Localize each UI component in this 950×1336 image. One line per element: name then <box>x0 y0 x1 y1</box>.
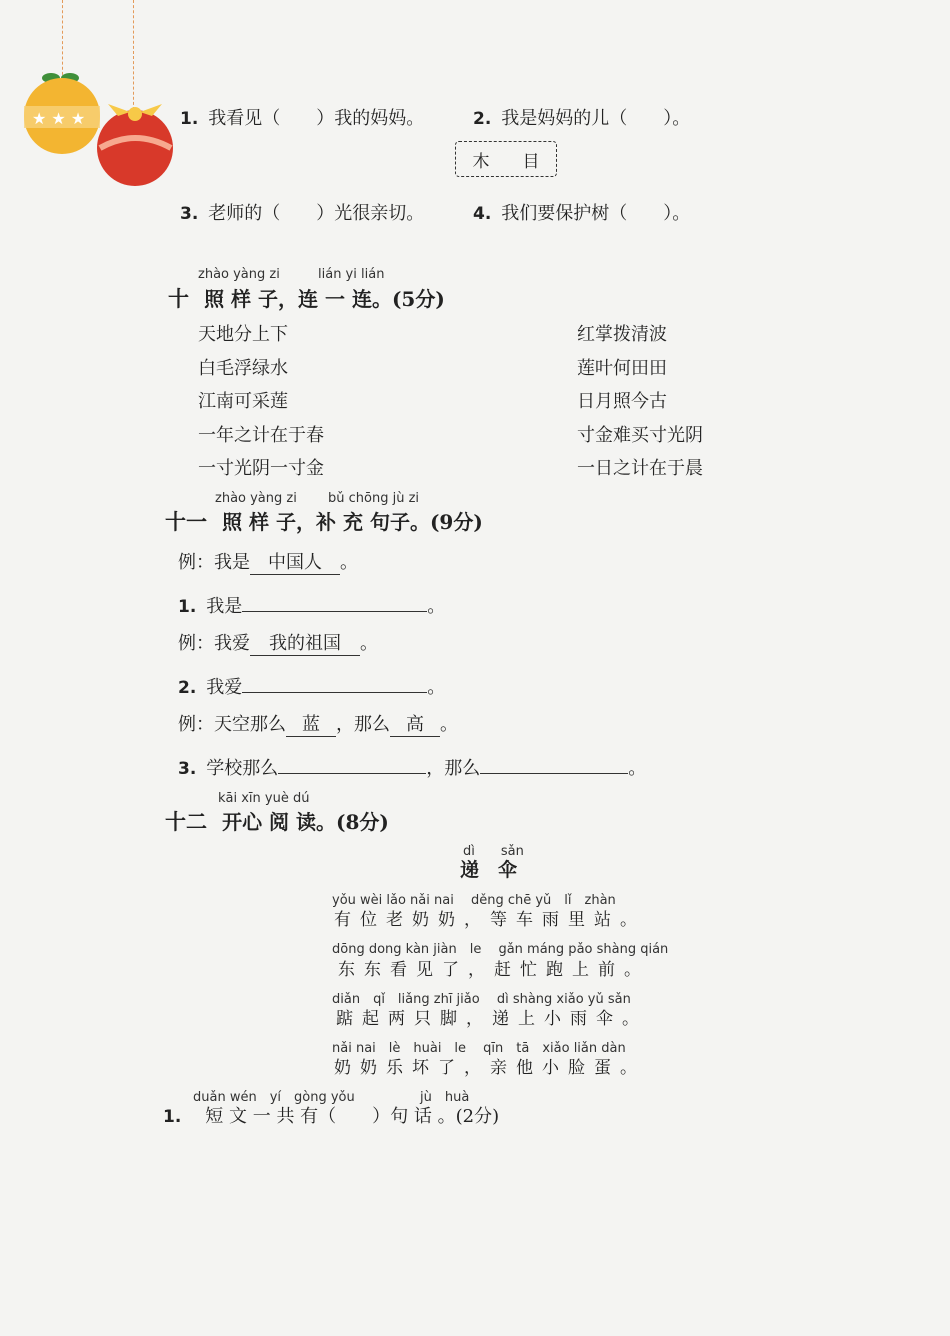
section-title: 照 样 子，补 充 句子。(9分) <box>222 510 483 534</box>
question-prefix: 我是 <box>206 596 243 617</box>
question-text: 我是妈妈的儿（ ）。 <box>501 108 691 129</box>
match-item[interactable]: 寸金难买寸光阴 <box>577 424 703 446</box>
answer-blank[interactable] <box>242 670 427 693</box>
match-item[interactable]: 白毛浮绿水 <box>198 357 288 379</box>
question-number: 1. <box>163 1107 182 1127</box>
poem-line: 有位老奶奶，等车雨里站。 <box>334 910 646 930</box>
answer-blank[interactable] <box>242 589 427 612</box>
section-number: 十一 <box>165 510 207 534</box>
christmas-ornament-icon <box>18 68 183 193</box>
example-prefix: 例：天空那么 <box>178 714 286 735</box>
example-suffix: 。 <box>340 552 358 573</box>
section-title: 开心 阅 读。(8分) <box>222 810 389 834</box>
section-number: 十 <box>168 287 189 311</box>
question-number: 3. <box>180 204 199 224</box>
question-text: 老师的（ ）光很亲切。 <box>208 203 425 224</box>
section-pinyin: kāi xīn yuè dú <box>218 791 310 806</box>
poem-line: 奶奶乐坏了，亲他小脸蛋。 <box>334 1058 646 1078</box>
question-number: 2. <box>473 109 492 129</box>
answer-blank[interactable] <box>480 751 628 774</box>
example-1 <box>178 548 358 575</box>
question-pinyin: duǎn wén yí gòng yǒu <box>193 1090 355 1105</box>
match-right-column <box>577 318 703 486</box>
example-suffix: 。 <box>360 633 378 654</box>
question-text: 短 文 一 共 有（ ） <box>205 1106 391 1127</box>
choice-char: 木 <box>472 151 490 172</box>
svg-text:★ ★ ★: ★ ★ ★ <box>32 109 86 128</box>
question-text: 我看见（ ）我的妈妈。 <box>208 108 425 129</box>
example-answer: 中国人 <box>250 548 340 575</box>
match-item[interactable]: 一年之计在于春 <box>198 424 324 446</box>
match-item[interactable]: 天地分上下 <box>198 324 288 345</box>
poem-line-pinyin: yǒu wèi lǎo nǎi nai děng chē yǔ lǐ zhàn <box>332 893 616 908</box>
poem-line: 踮起两只脚，递上小雨伞。 <box>336 1009 648 1029</box>
fill-question-2 <box>473 104 690 130</box>
question-suffix: 。 <box>427 596 446 617</box>
question-number: 3. <box>178 759 197 779</box>
section-pinyin: lián yi lián <box>318 267 385 282</box>
example-prefix: 例：我爱 <box>178 633 250 654</box>
poem-line-pinyin: nǎi nai lè huài le qīn tā xiǎo liǎn dàn <box>332 1041 626 1056</box>
question-pinyin: jù huà <box>420 1090 470 1105</box>
question-number: 4. <box>473 204 492 224</box>
example-3 <box>178 710 458 737</box>
example-answer: 高 <box>390 710 440 737</box>
fill-question-3 <box>180 199 424 225</box>
question-text: 句 话 。(2分) <box>390 1106 500 1127</box>
question-number: 1. <box>180 109 199 129</box>
match-item[interactable]: 江南可采莲 <box>198 391 288 412</box>
question-suffix: 。 <box>427 677 446 698</box>
example-answer: 我的祖国 <box>250 629 360 656</box>
match-item[interactable]: 红掌拨清波 <box>577 324 667 345</box>
sentence-question-1 <box>178 589 445 618</box>
example-mid: ，那么 <box>336 714 390 735</box>
question-text: 我们要保护树（ ）。 <box>501 203 691 224</box>
section-number: 十二 <box>165 810 207 834</box>
answer-blank[interactable] <box>278 751 426 774</box>
section-pinyin: zhào yàng zi <box>215 491 297 506</box>
fill-question-1 <box>180 104 424 130</box>
example-answer: 蓝 <box>286 710 336 737</box>
poem-title-pinyin: dì sǎn <box>463 844 524 859</box>
sentence-question-3 <box>178 751 646 780</box>
example-prefix: 例：我是 <box>178 552 250 573</box>
question-mid: ，那么 <box>426 758 481 779</box>
question-number: 1. <box>178 597 197 617</box>
example-suffix: 。 <box>440 714 458 735</box>
poem-title: 递 伞 <box>460 859 518 881</box>
choice-char: 目 <box>522 151 540 172</box>
match-item[interactable]: 莲叶何田田 <box>577 357 667 379</box>
section-pinyin: bǔ chōng jù zi <box>328 491 420 506</box>
section-pinyin: zhào yàng zi <box>198 267 280 282</box>
section-title: 照 样 子，连 一 连。(5分) <box>204 287 445 311</box>
match-item[interactable]: 日月照今古 <box>577 391 667 412</box>
question-prefix: 我爱 <box>206 677 243 698</box>
question-number: 2. <box>178 678 197 698</box>
reading-question-1 <box>163 1102 499 1128</box>
sentence-question-2 <box>178 670 445 699</box>
match-item[interactable]: 一日之计在于晨 <box>577 458 703 479</box>
section-10-heading <box>168 283 445 313</box>
match-item[interactable]: 一寸光阴一寸金 <box>198 458 324 479</box>
question-suffix: 。 <box>628 758 647 779</box>
question-prefix: 学校那么 <box>206 758 279 779</box>
poem-line-pinyin: dōng dong kàn jiàn le gǎn máng pǎo shàng qián <box>332 942 669 957</box>
section-12-heading <box>165 806 389 836</box>
poem-line: 东东看见了，赶忙跑上前。 <box>338 960 650 980</box>
poem-line-pinyin: diǎn qǐ liǎng zhī jiǎo dì shàng xiǎo yǔ sǎn <box>332 992 631 1007</box>
choice-box <box>455 141 557 177</box>
fill-question-4 <box>473 199 690 225</box>
section-11-heading <box>165 506 483 536</box>
match-left-column <box>198 318 324 486</box>
example-2 <box>178 629 378 656</box>
